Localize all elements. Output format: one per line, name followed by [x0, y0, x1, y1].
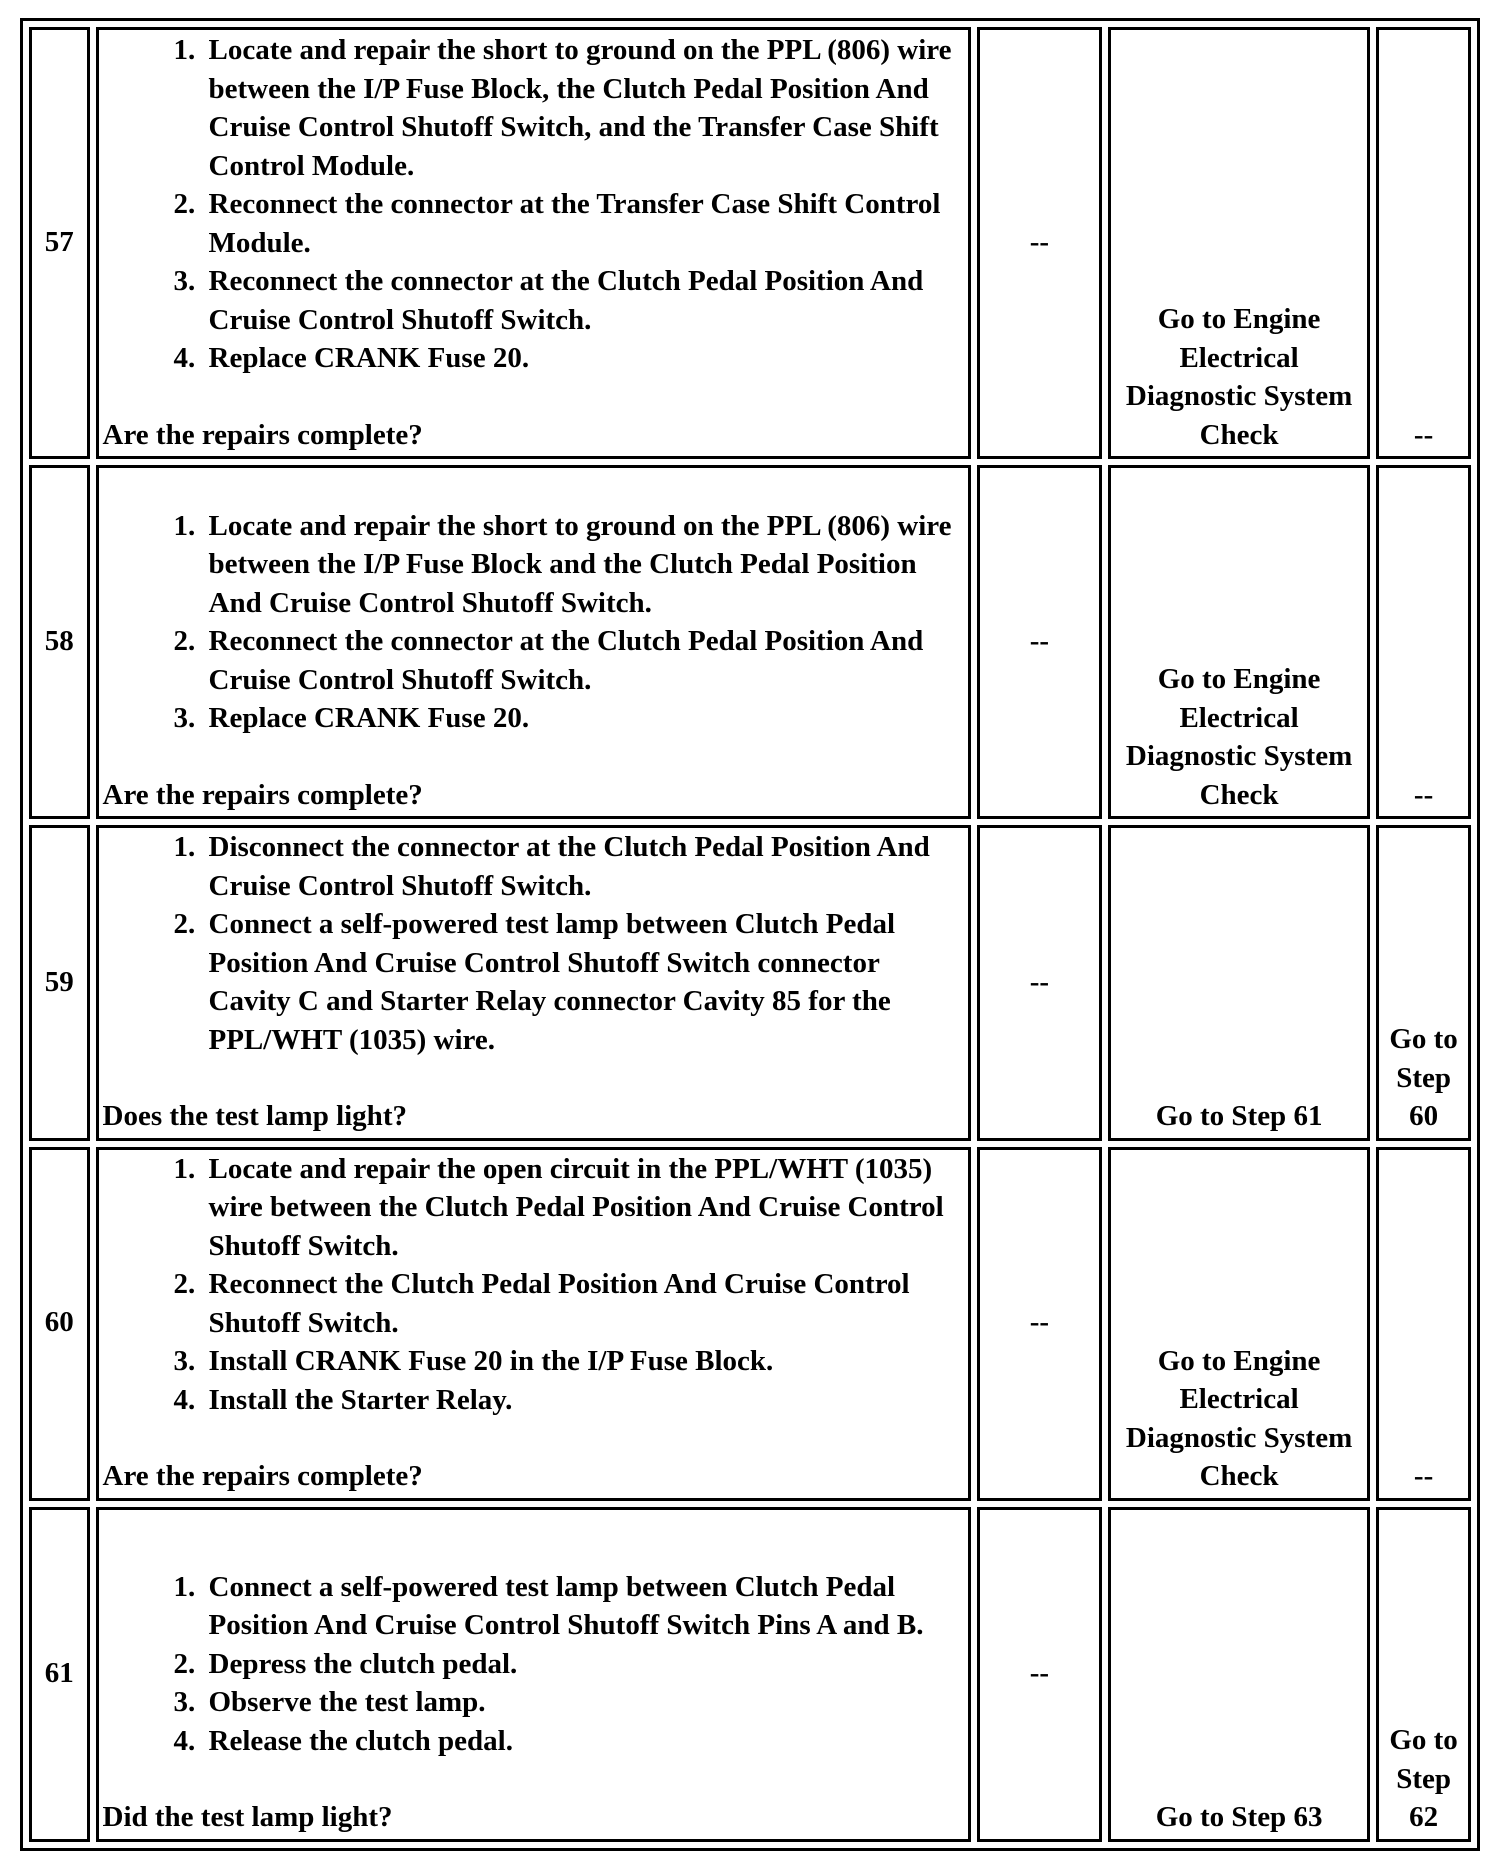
- action-list: [103, 31, 964, 378]
- step-question: Did the test lamp light?: [102, 1801, 393, 1833]
- action-item: 2. Reconnect the Clutch Pedal Position And Cruise Control Shutoff Switch.: [203, 1265, 964, 1342]
- action-item: 4. Replace CRANK Fuse 20.: [203, 339, 964, 378]
- value-cell: --: [977, 1507, 1102, 1842]
- action-item: 1. Locate and repair the short to ground on the PPL (806) wire between the I/P Fuse Block and the Clutch Pedal Position And Cruise Control Shutoff Switch.: [203, 507, 964, 623]
- no-action-cell: Go to Step 60: [1376, 825, 1471, 1141]
- action-item: 4. Install the Starter Relay.: [203, 1381, 964, 1420]
- action-item: 2. Connect a self-powered test lamp between Clutch Pedal Position And Cruise Control Shutoff Switch connector Cavity C and Starter Relay connector Cavity 85 for the PPL/WHT (1035) wire.: [203, 905, 964, 1059]
- step-number: 57: [29, 27, 90, 459]
- value-cell: --: [977, 465, 1102, 819]
- action-item: 3. Replace CRANK Fuse 20.: [203, 699, 964, 738]
- step-number: 58: [29, 465, 90, 819]
- step-question: Are the repairs complete?: [102, 418, 423, 451]
- yes-action-cell: Go to Step 63: [1108, 1507, 1370, 1842]
- action-item: 2. Reconnect the connector at the Clutch Pedal Position And Cruise Control Shutoff Switch.: [203, 622, 964, 699]
- action-item: 4. Release the clutch pedal.: [203, 1722, 964, 1761]
- step-question: Are the repairs complete?: [102, 1460, 423, 1492]
- no-action-cell: --: [1376, 465, 1471, 819]
- action-list: [103, 1568, 964, 1761]
- action-list: [103, 507, 964, 738]
- step-number: 59: [29, 825, 90, 1141]
- value-cell: --: [977, 825, 1102, 1141]
- action-item: 1. Connect a self-powered test lamp between Clutch Pedal Position And Cruise Control Shutoff Switch Pins A and B.: [203, 1568, 964, 1645]
- action-item: 3. Observe the test lamp.: [203, 1683, 964, 1722]
- table-row: [29, 27, 1471, 459]
- action-item: 3. Install CRANK Fuse 20 in the I/P Fuse Block.: [203, 1342, 964, 1381]
- no-action-cell: --: [1376, 27, 1471, 459]
- value-cell: --: [977, 1147, 1102, 1501]
- action-item: 1. Locate and repair the open circuit in the PPL/WHT (1035) wire between the Clutch Pedal Position And Cruise Control Shutoff Switch.: [203, 1150, 964, 1266]
- no-action-cell: --: [1376, 1147, 1471, 1501]
- yes-action-cell: Go to Engine Electrical Diagnostic System Check: [1108, 27, 1370, 459]
- yes-action-cell: Go to Step 61: [1108, 825, 1370, 1141]
- action-cell: [96, 1507, 971, 1842]
- yes-action-cell: Go to Engine Electrical Diagnostic System Check: [1108, 1147, 1370, 1501]
- action-list: [103, 1150, 964, 1420]
- step-question: Does the test lamp light?: [102, 1100, 407, 1132]
- action-cell: [96, 1147, 971, 1501]
- yes-action-cell: Go to Engine Electrical Diagnostic System Check: [1108, 465, 1370, 819]
- page: [20, 18, 1480, 1838]
- action-item: 2. Depress the clutch pedal.: [203, 1645, 964, 1684]
- table-row: [29, 825, 1471, 1141]
- step-question: Are the repairs complete?: [102, 778, 423, 811]
- table-row: [29, 1507, 1471, 1842]
- action-list: [103, 828, 964, 1059]
- step-number: 60: [29, 1147, 90, 1501]
- table-row: [29, 1147, 1471, 1501]
- step-number: 61: [29, 1507, 90, 1842]
- action-item: 3. Reconnect the connector at the Clutch Pedal Position And Cruise Control Shutoff Switch.: [203, 262, 964, 339]
- diagnostic-steps-table: [20, 18, 1480, 1851]
- action-item: 1. Disconnect the connector at the Clutch Pedal Position And Cruise Control Shutoff Switch.: [203, 828, 964, 905]
- action-cell: [96, 825, 971, 1141]
- value-cell: --: [977, 27, 1102, 459]
- table-row: [29, 465, 1471, 819]
- no-action-cell: Go to Step 62: [1376, 1507, 1471, 1842]
- action-cell: [96, 27, 971, 459]
- action-item: 1. Locate and repair the short to ground on the PPL (806) wire between the I/P Fuse Block, the Clutch Pedal Position And Cruise Control Shutoff Switch, and the Transfer Case Shift Control Module.: [203, 31, 964, 185]
- action-cell: [96, 465, 971, 819]
- action-item: 2. Reconnect the connector at the Transfer Case Shift Control Module.: [203, 185, 964, 262]
